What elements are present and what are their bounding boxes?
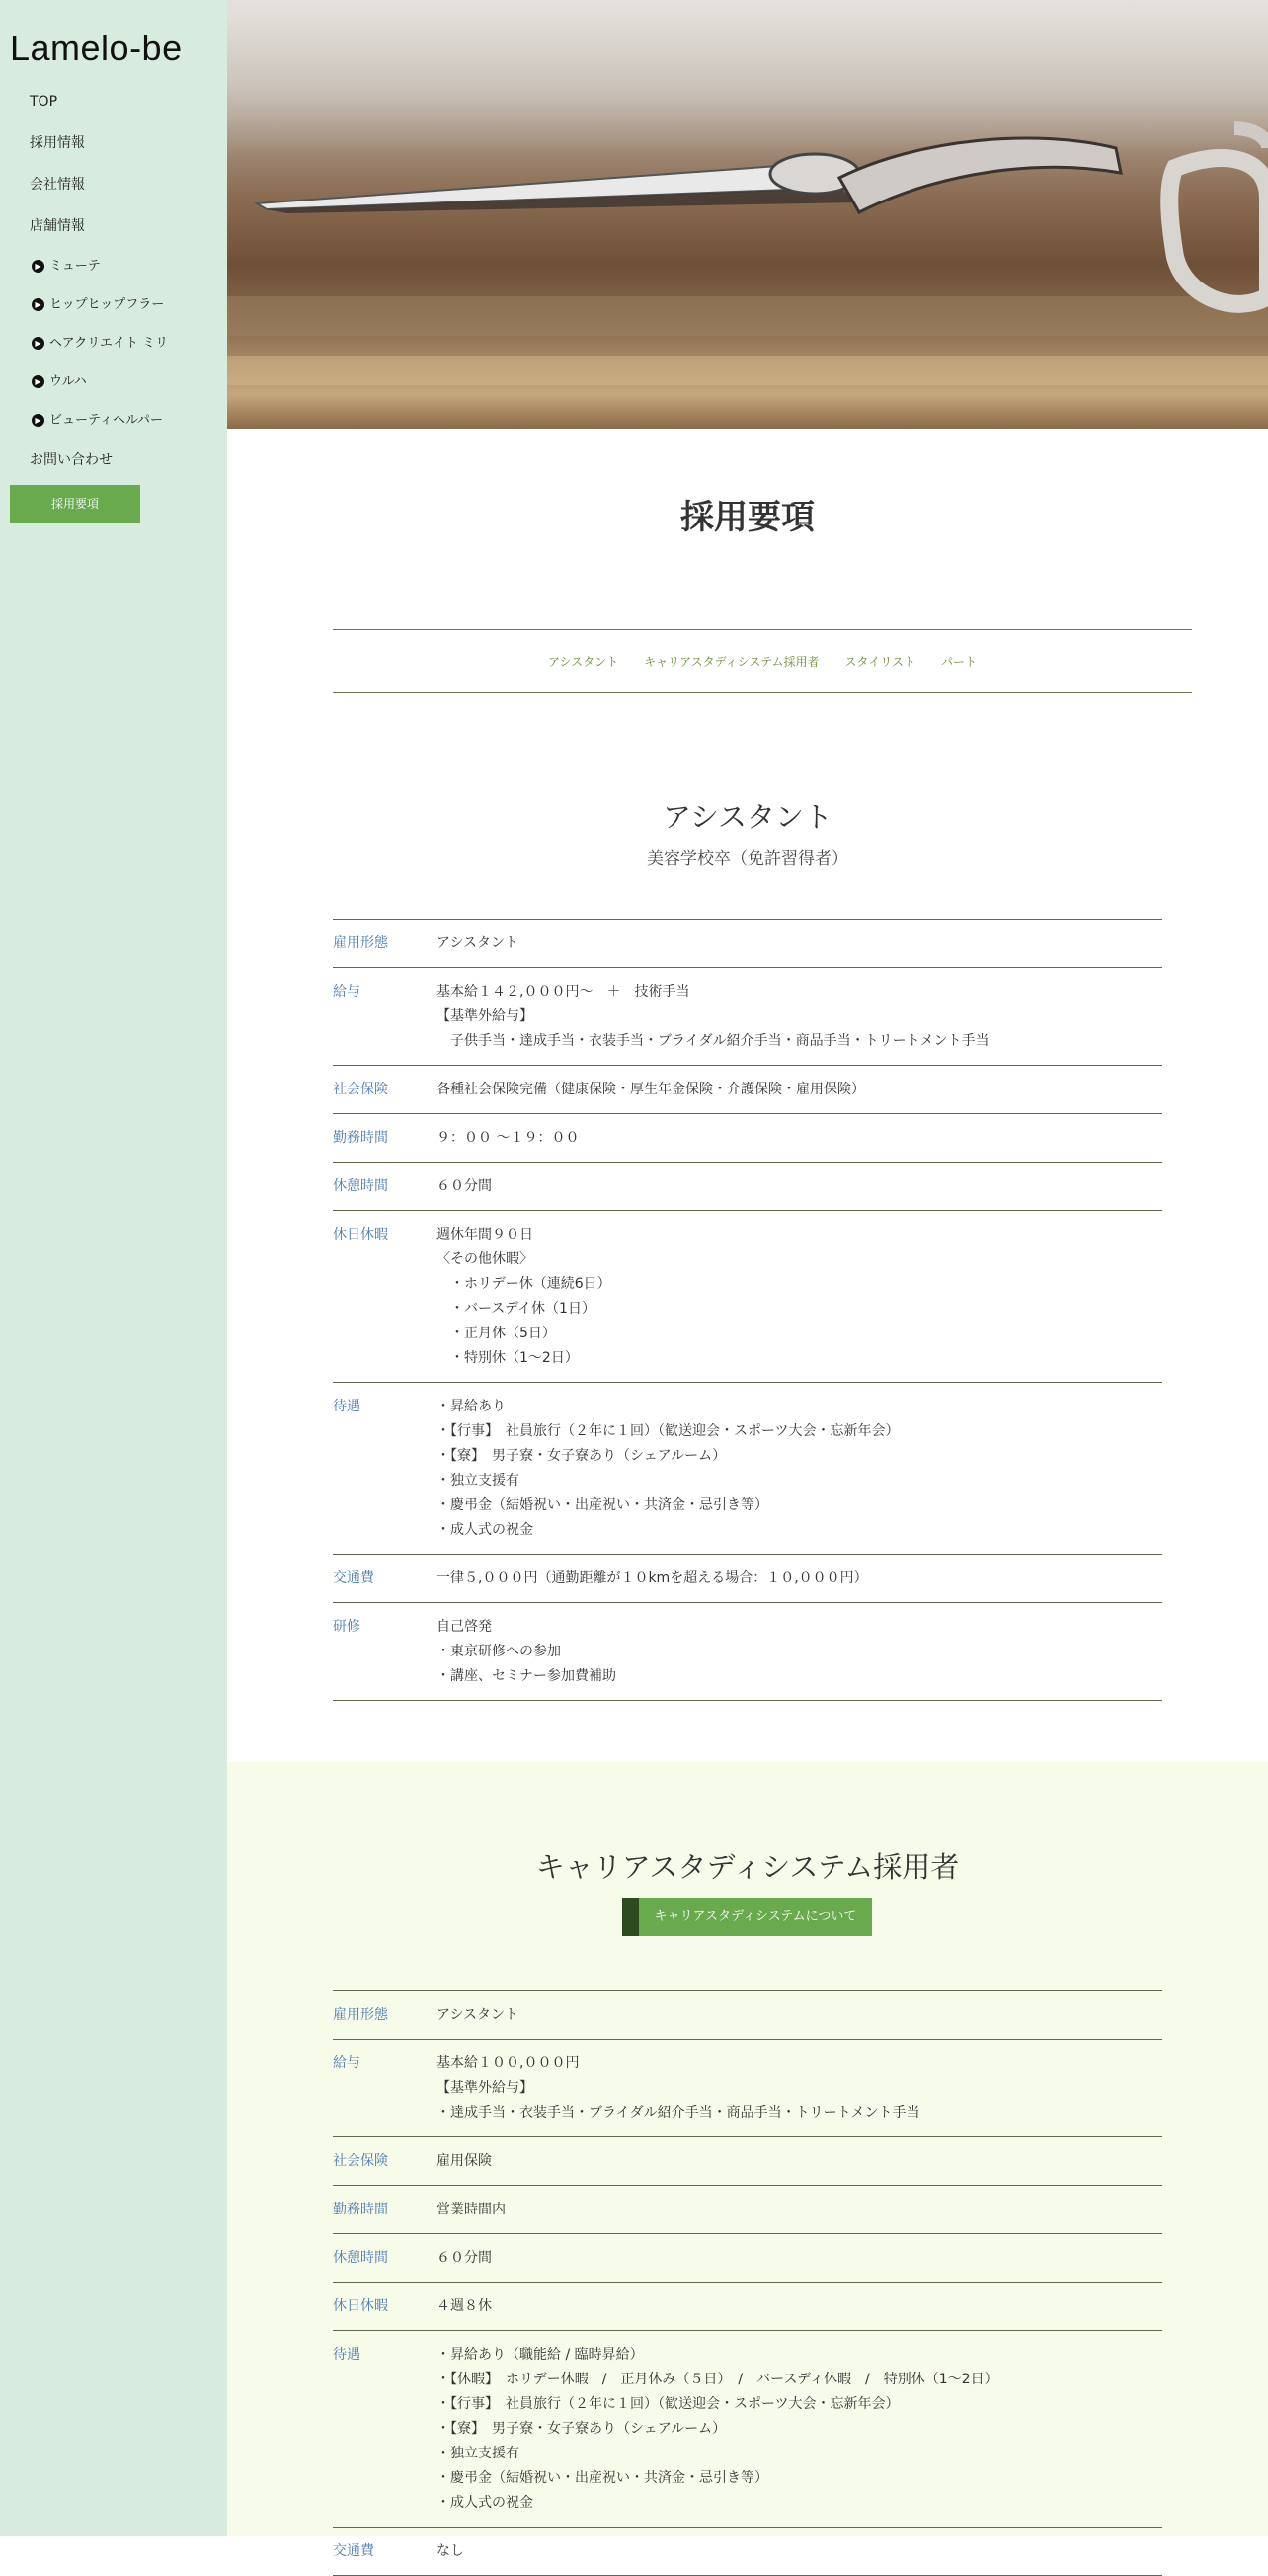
table-row bbox=[333, 1066, 1162, 1114]
row-value bbox=[436, 2198, 1162, 2222]
tab-assistant[interactable]: アシスタント bbox=[547, 655, 619, 669]
row-label: 休日休暇 bbox=[333, 1227, 388, 1243]
row-label: 社会保険 bbox=[333, 2153, 388, 2169]
nav-item-top[interactable]: TOP bbox=[30, 94, 58, 110]
row-value-line: ・東京研修への参加 bbox=[436, 1644, 561, 1659]
row-value bbox=[436, 2149, 1162, 2174]
main-content bbox=[227, 0, 1268, 2559]
tab-career-study[interactable]: キャリアスタディシステム採用者 bbox=[644, 655, 820, 669]
assistant-requirements-table bbox=[333, 919, 1162, 1701]
row-value-line: 基本給１００,０００円 bbox=[436, 2055, 580, 2071]
table-row bbox=[333, 1555, 1162, 1603]
row-value-line: ６０分間 bbox=[436, 2250, 492, 2266]
row-value bbox=[436, 2294, 1162, 2319]
row-label: 休日休暇 bbox=[333, 2298, 388, 2314]
row-value-line: 〈その他休暇〉 bbox=[436, 1251, 533, 1267]
nav-store-label: ウルハ bbox=[49, 374, 87, 389]
row-value-line: ・正月休（5日） bbox=[436, 1326, 556, 1341]
nav-store-label: ヒップヒップフラー bbox=[49, 297, 165, 312]
sidebar bbox=[0, 0, 227, 2536]
table-row bbox=[333, 1991, 1162, 2040]
table-row bbox=[333, 2283, 1162, 2331]
site-logo[interactable]: Lamelo-be bbox=[10, 28, 183, 68]
row-value-line: 週休年間９０日 bbox=[436, 1227, 533, 1243]
row-value-line: ・昇給あり（職能給 / 臨時昇給） bbox=[436, 2347, 644, 2363]
nav-store-uruha[interactable] bbox=[0, 362, 227, 401]
chevron-right-icon: ▶ bbox=[32, 375, 44, 388]
table-row bbox=[333, 2234, 1162, 2283]
row-value-line: ・【行事】 社員旅行（２年に１回）（歓送迎会・スポーツ大会・忘新年会） bbox=[436, 2396, 900, 2412]
table-row bbox=[333, 2040, 1162, 2137]
row-value-line: ・【寮】 男子寮・女子寮あり（シェアルーム） bbox=[436, 2421, 727, 2437]
row-value-line: ４週８休 bbox=[436, 2298, 492, 2314]
table-row bbox=[333, 2186, 1162, 2234]
row-value-line: 一律５,０００円（通勤距離が１０kmを超える場合：１０,０００円） bbox=[436, 1570, 868, 1586]
chevron-right-icon: ▶ bbox=[32, 260, 44, 273]
table-row bbox=[333, 1603, 1162, 1701]
row-value bbox=[436, 1174, 1162, 1199]
row-value-line: なし bbox=[436, 2543, 464, 2559]
nav-store-label: ビューティヘルパー bbox=[49, 413, 164, 428]
nav-store-label: ヘアクリエイト ミリ bbox=[49, 336, 169, 351]
career-study-about-button[interactable]: キャリアスタディシステムについて bbox=[622, 1898, 872, 1936]
row-value bbox=[436, 1567, 1162, 1591]
scissors-image bbox=[227, 0, 1268, 429]
nav-recruit-requirements-button[interactable]: 採用要項 bbox=[10, 485, 140, 523]
nav-store-label: ミューテ bbox=[49, 259, 101, 274]
row-value bbox=[436, 980, 1162, 1054]
nav-item-stores[interactable]: 店舗情報 bbox=[30, 218, 85, 234]
row-value-line: ・【休暇】 ホリデー休暇 / 正月休み（５日） / バースディ休暇 / 特別休（1〜2日） bbox=[436, 2372, 998, 2387]
row-value-line: 自己啓発 bbox=[436, 1619, 492, 1635]
row-value bbox=[436, 2246, 1162, 2271]
row-value-line: アシスタント bbox=[436, 2007, 519, 2023]
row-label: 交通費 bbox=[333, 1570, 374, 1586]
row-value-line: ・特別休（1〜2日） bbox=[436, 1350, 579, 1366]
table-row bbox=[333, 2137, 1162, 2186]
row-value-line: ・慶弔金（結婚祝い・出産祝い・共済金・忌引き等） bbox=[436, 2470, 768, 2486]
row-value bbox=[436, 2343, 1162, 2516]
chevron-right-icon: ▶ bbox=[32, 298, 44, 311]
nav-store-mute[interactable] bbox=[0, 247, 227, 285]
table-row bbox=[333, 1163, 1162, 1211]
row-value bbox=[436, 1223, 1162, 1371]
row-value bbox=[436, 931, 1162, 956]
table-row bbox=[333, 968, 1162, 1066]
row-label: 待遇 bbox=[333, 2347, 360, 2363]
row-value-line: ・ホリデー休（連続6日） bbox=[436, 1276, 611, 1292]
row-label: 給与 bbox=[333, 2055, 360, 2071]
tab-stylist[interactable]: スタイリスト bbox=[844, 655, 916, 669]
row-value bbox=[436, 1078, 1162, 1102]
nav-item-contact[interactable]: お問い合わせ bbox=[30, 452, 113, 468]
table-row bbox=[333, 1211, 1162, 1383]
row-value-line: 【基準外給与】 bbox=[436, 2080, 533, 2096]
row-value-line: 営業時間内 bbox=[436, 2202, 506, 2217]
row-value-line: ９：００ 〜１９：００ bbox=[436, 1130, 580, 1146]
row-value-line: ・バースデイ休（1日） bbox=[436, 1301, 595, 1317]
row-label: 交通費 bbox=[333, 2543, 374, 2559]
nav-item-company[interactable]: 会社情報 bbox=[30, 177, 85, 193]
row-value-line: ・慶弔金（結婚祝い・出産祝い・共済金・忌引き等） bbox=[436, 1497, 768, 1513]
row-value-line: ・成人式の祝金 bbox=[436, 1522, 533, 1538]
row-label: 休憩時間 bbox=[333, 1178, 388, 1194]
row-value-line: ・講座、セミナー参加費補助 bbox=[436, 1668, 616, 1684]
row-value-line: ・昇給あり bbox=[436, 1399, 506, 1414]
row-label: 研修 bbox=[333, 1619, 360, 1635]
nav-store-beautyhelper[interactable] bbox=[0, 401, 227, 440]
page-title: 採用要項 bbox=[680, 498, 815, 537]
row-label: 雇用形態 bbox=[333, 935, 388, 951]
chevron-right-icon: ▶ bbox=[32, 414, 44, 427]
table-row bbox=[333, 1383, 1162, 1555]
hero-image bbox=[227, 0, 1268, 429]
row-value-line: ・成人式の祝金 bbox=[436, 2495, 533, 2511]
row-value-line: 基本給１４２,０００円〜 ＋ 技術手当 bbox=[436, 984, 690, 1000]
chevron-right-icon: ▶ bbox=[32, 337, 44, 350]
assistant-section-subtitle: 美容学校卒（免許習得者） bbox=[647, 849, 848, 869]
row-value bbox=[436, 1615, 1162, 1689]
row-label: 勤務時間 bbox=[333, 1130, 388, 1146]
row-value bbox=[436, 1395, 1162, 1543]
job-tabs bbox=[333, 629, 1192, 693]
row-value-line: ・独立支援有 bbox=[436, 1473, 519, 1489]
row-value-line: ６０分間 bbox=[436, 1178, 492, 1194]
row-value-line: アシスタント bbox=[436, 935, 519, 951]
row-value bbox=[436, 2003, 1162, 2028]
row-value-line: ・【寮】 男子寮・女子寮あり（シェアルーム） bbox=[436, 1448, 727, 1464]
nav-store-miri[interactable] bbox=[0, 324, 227, 362]
nav-item-recruit[interactable]: 採用情報 bbox=[30, 135, 85, 151]
row-value-line: 各種社会保険完備（健康保険・厚生年金保険・介護保険・雇用保険） bbox=[436, 1082, 865, 1097]
table-row bbox=[333, 2331, 1162, 2528]
row-value-line: ・【行事】 社員旅行（２年に１回）（歓送迎会・スポーツ大会・忘新年会） bbox=[436, 1423, 900, 1439]
career-section-title: キャリアスタディシステム採用者 bbox=[535, 1850, 960, 1884]
table-row bbox=[333, 2528, 1162, 2576]
row-label: 給与 bbox=[333, 984, 360, 1000]
row-value-line: 雇用保険 bbox=[436, 2153, 492, 2169]
row-label: 待遇 bbox=[333, 1399, 360, 1414]
table-row bbox=[333, 1114, 1162, 1163]
nav-store-hiphip[interactable] bbox=[0, 285, 227, 324]
row-label: 雇用形態 bbox=[333, 2007, 388, 2023]
row-value bbox=[436, 1126, 1162, 1151]
row-label: 休憩時間 bbox=[333, 2250, 388, 2266]
tab-part-time[interactable]: パート bbox=[941, 655, 978, 669]
assistant-section-title: アシスタント bbox=[663, 800, 832, 834]
career-requirements-table bbox=[333, 1990, 1162, 2576]
row-label: 社会保険 bbox=[333, 1082, 388, 1097]
table-row bbox=[333, 920, 1162, 968]
sidebar-nav bbox=[0, 81, 227, 523]
row-value-line: 【基準外給与】 bbox=[436, 1008, 533, 1024]
row-value bbox=[436, 2539, 1162, 2564]
row-value-line: ・達成手当・衣装手当・ブライダル紹介手当・商品手当・トリートメント手当 bbox=[436, 2105, 920, 2121]
row-value-line: ・独立支援有 bbox=[436, 2446, 519, 2461]
row-value bbox=[436, 2052, 1162, 2126]
row-label: 勤務時間 bbox=[333, 2202, 388, 2217]
row-value-line: 子供手当・達成手当・衣装手当・ブライダル紹介手当・商品手当・トリートメント手当 bbox=[436, 1033, 990, 1049]
